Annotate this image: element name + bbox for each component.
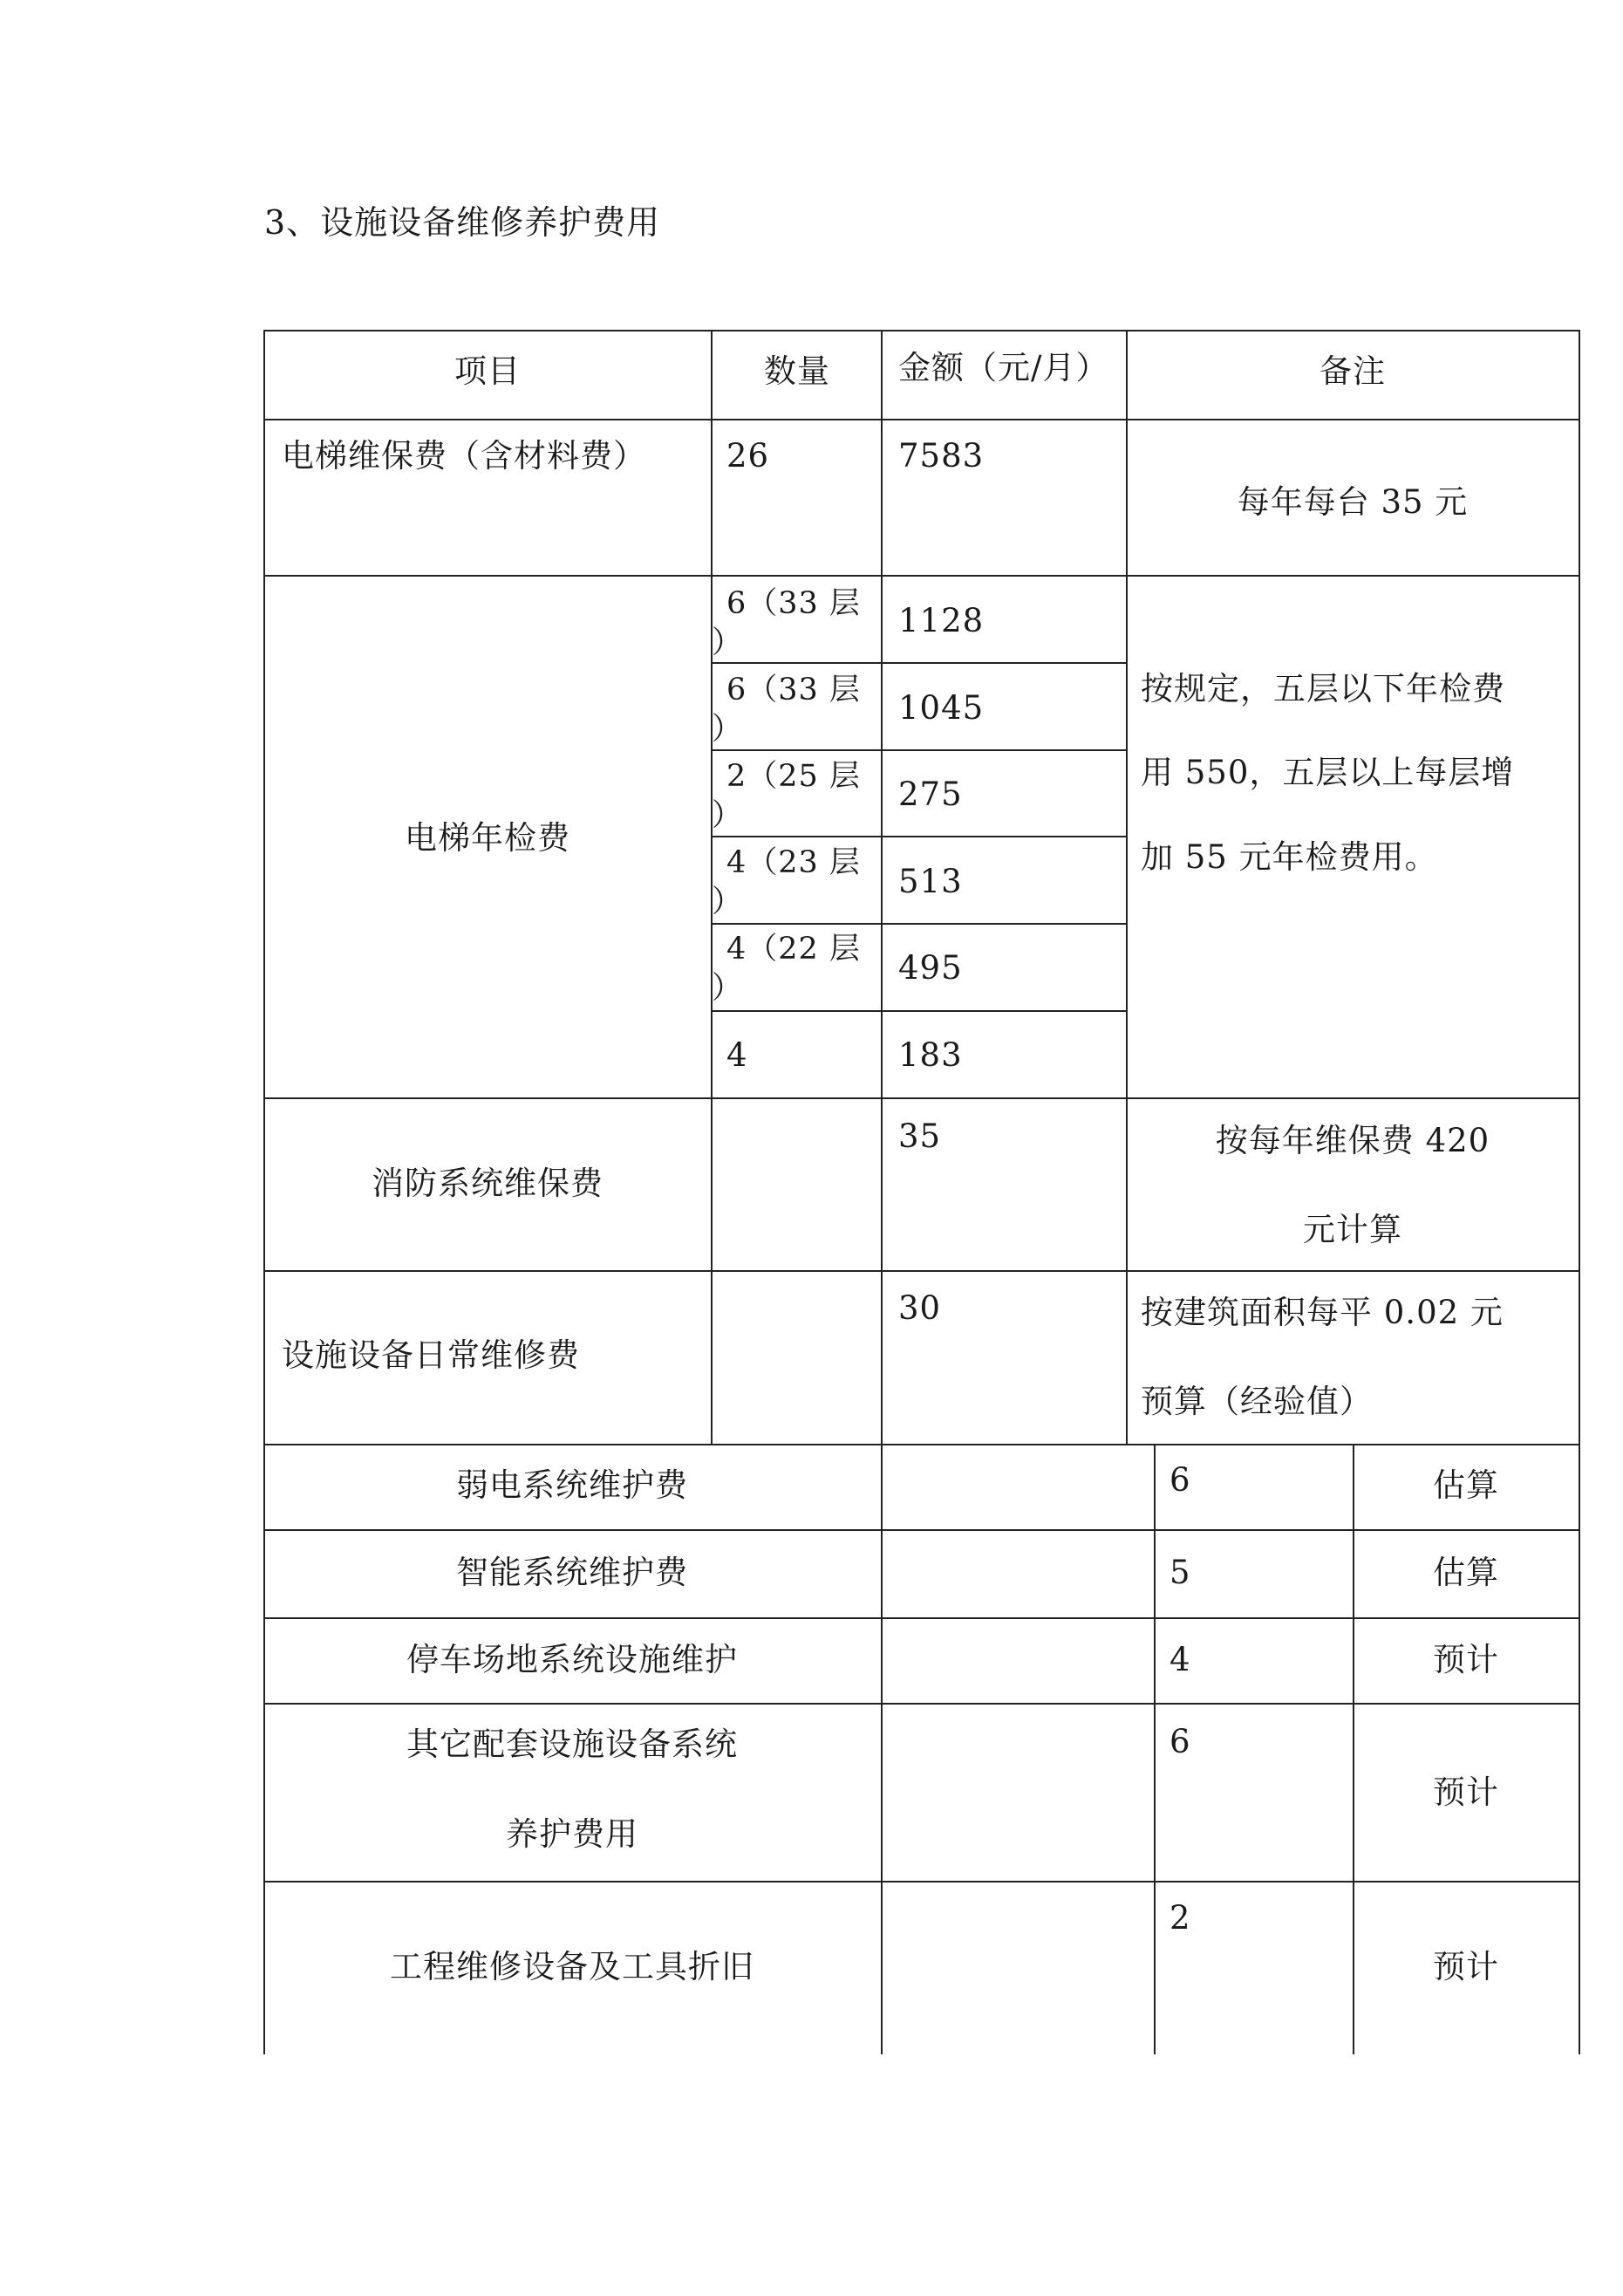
cell-note: 每年每台 35 元: [1237, 483, 1469, 521]
cell-note: 预计: [1433, 1948, 1499, 1985]
cell-quantity: 4: [726, 1036, 748, 1074]
column-divider: [1154, 1444, 1156, 2054]
cell-note-line: 元计算: [1303, 1211, 1402, 1248]
cell-item: 工程维修设备及工具折旧: [390, 1948, 754, 1985]
cell-item: 电梯维保费（含材料费）: [282, 437, 646, 475]
cell-quantity: 6（33 层: [726, 673, 861, 707]
sub-row-divider: [712, 749, 1127, 751]
cell-quantity-tail: ）: [712, 885, 744, 919]
cell-note-line: 用 550，五层以上每层增: [1141, 754, 1515, 791]
row-divider: [264, 1270, 1580, 1272]
cell-item: 消防系统维保费: [372, 1165, 604, 1202]
row-divider: [264, 1881, 1580, 1883]
column-divider: [1353, 1444, 1354, 2054]
table-right-border: [1579, 330, 1580, 2054]
cell-amount: 6: [1170, 1461, 1191, 1499]
cell-item: 设施设备日常维修费: [282, 1336, 580, 1374]
cell-amount: 2: [1170, 1899, 1191, 1937]
sub-row-divider: [712, 836, 1127, 837]
sub-row-divider: [712, 662, 1127, 664]
cell-quantity-tail: ）: [712, 798, 744, 833]
cell-quantity: 6（33 层: [726, 586, 861, 621]
sub-row-divider: [712, 923, 1127, 925]
cell-amount: 1128: [898, 602, 985, 639]
cell-amount: 183: [898, 1036, 963, 1074]
cell-quantity: 4（22 层: [726, 932, 861, 967]
cell-item: 智能系统维护费: [456, 1554, 688, 1591]
cell-note-line: 按建筑面积每平 0.02 元: [1141, 1294, 1504, 1331]
header-quantity: 数量: [764, 352, 830, 390]
cell-amount: 513: [898, 863, 963, 900]
cell-note-line: 加 55 元年检费用。: [1141, 838, 1438, 876]
cell-note-line: 预算（经验值）: [1141, 1383, 1373, 1420]
cell-note: 估算: [1433, 1554, 1499, 1591]
cell-note-line: 按每年维保费 420: [1215, 1122, 1490, 1159]
cell-note: 预计: [1433, 1641, 1499, 1678]
header-item: 项目: [454, 352, 521, 390]
cell-quantity: 4（23 层: [726, 845, 861, 880]
cell-amount: 275: [898, 776, 963, 813]
row-divider: [264, 1444, 1580, 1445]
row-divider: [264, 1703, 1580, 1705]
cell-item-line: 其它配套设施设备系统: [406, 1725, 738, 1763]
cell-quantity-tail: ）: [712, 971, 744, 1006]
cell-amount: 1045: [898, 689, 985, 727]
cell-amount: 30: [898, 1289, 942, 1327]
row-divider: [264, 419, 1580, 420]
column-divider: [881, 330, 883, 2054]
cell-amount: 5: [1170, 1554, 1191, 1591]
cell-quantity-tail: ）: [712, 625, 744, 660]
cell-item: 停车场地系统设施维护: [406, 1641, 738, 1678]
row-divider: [264, 575, 1580, 577]
section-heading: 3、设施设备维修养护费用: [264, 203, 661, 242]
sub-row-divider: [712, 1010, 1127, 1012]
cell-item-line: 养护费用: [506, 1815, 638, 1853]
cell-note: 预计: [1433, 1773, 1499, 1811]
header-amount: 金额（元/月）: [898, 349, 1109, 386]
cell-amount: 35: [898, 1117, 942, 1155]
cell-note-line: 按规定，五层以下年检费: [1141, 670, 1505, 707]
cell-amount: 7583: [898, 437, 985, 475]
header-note: 备注: [1320, 352, 1386, 390]
table-top-border: [264, 330, 1580, 331]
cell-note: 估算: [1433, 1466, 1499, 1504]
cell-quantity: 2（25 层: [726, 759, 861, 794]
row-divider: [264, 1617, 1580, 1619]
cell-item: 电梯年检费: [405, 819, 570, 857]
cell-quantity: 26: [726, 437, 770, 475]
cell-item: 弱电系统维护费: [456, 1466, 688, 1504]
column-divider: [1126, 330, 1128, 1445]
row-divider: [264, 1529, 1580, 1531]
table-left-border: [263, 330, 265, 2054]
cell-amount: 6: [1170, 1723, 1191, 1760]
cell-quantity-tail: ）: [712, 712, 744, 747]
row-divider: [264, 1097, 1580, 1099]
cell-amount: 4: [1170, 1641, 1191, 1678]
cell-amount: 495: [898, 949, 963, 987]
